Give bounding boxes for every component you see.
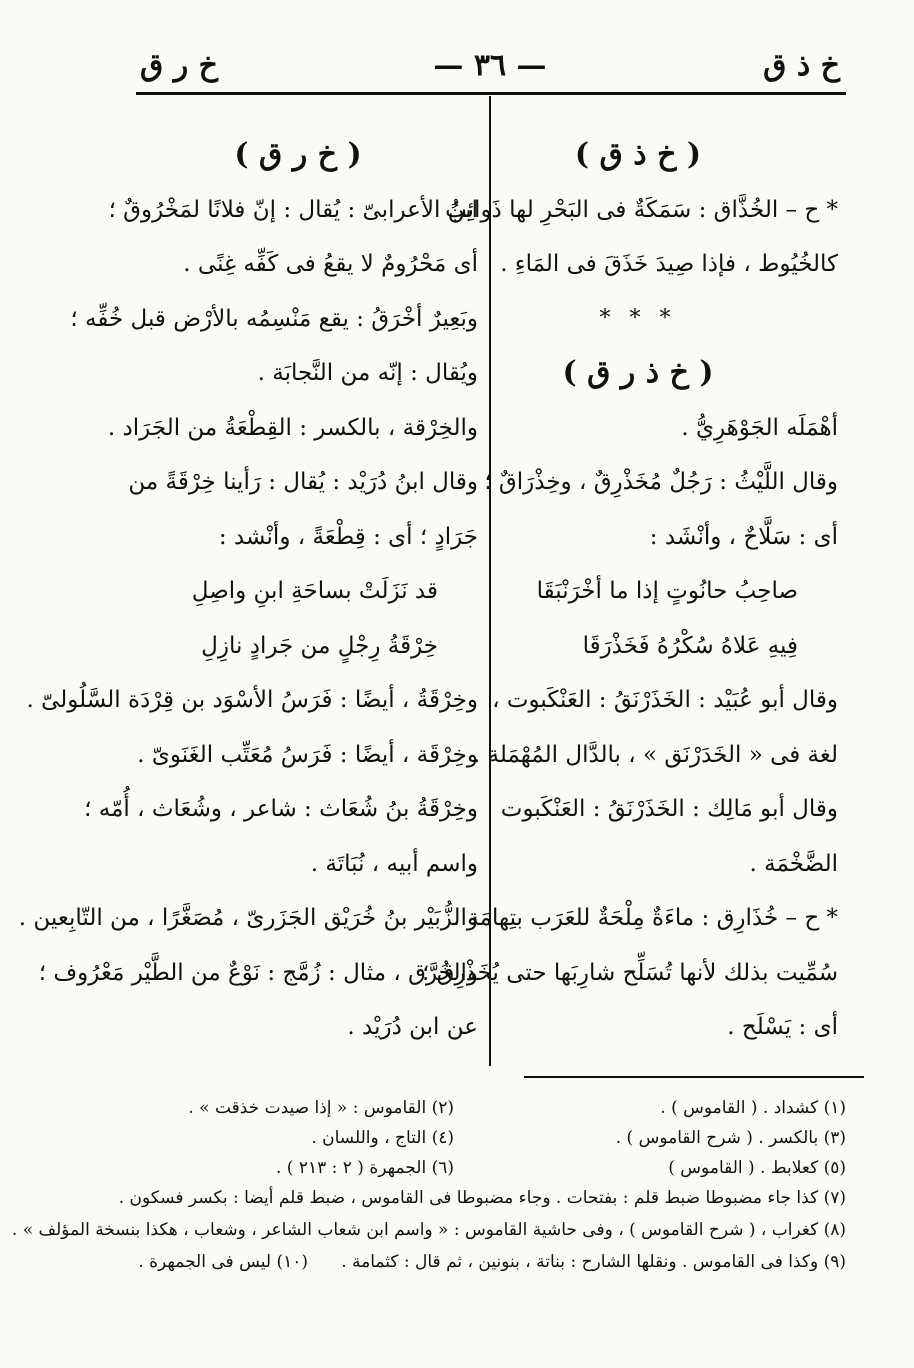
text-line: وقال أبو مَالِك : الخَذَرْنَقُ : العَنْكَبوت xyxy=(500,796,838,822)
text-line: كالخُيُوط ، فإذا صِيدَ خَذَقَ فى المَاءِ . xyxy=(500,251,838,277)
text-line: وقال ابنُ دُرَيْد : يُقال : رَأينا خِرْقَةً من xyxy=(128,469,478,495)
footnote-3: (٣) بالكسر . ( شرح القاموس ) . xyxy=(615,1128,846,1148)
text-line: الضَّخْمَة . xyxy=(749,850,838,877)
footnote-5: (٥) كعلابط . ( القاموس ) xyxy=(668,1158,846,1178)
text-line: أى : يَسْلَح . xyxy=(727,1014,838,1040)
verse-line: خِرْقَةُ رِجْلٍ من جَرادٍ نازِلِ xyxy=(201,632,438,659)
text-line: وخِرْقَةُ ، أيضًا : فَرَسُ الأسْوَد بن قِرْدَة السَّلُولىّ . xyxy=(26,687,478,713)
verse-line: فِيهِ عَلاهُ سُكْرُهُ فَخَذْرَقَا xyxy=(582,632,798,659)
right-column xyxy=(422,128,838,1055)
footnote-1: (١) كشداد . ( القاموس ) . xyxy=(660,1098,846,1118)
text-line: جَرَادٍ ؛ أى : قِطْعَةً ، وأنْشد : xyxy=(218,523,478,550)
footnote-6: (٦) الجمهرة ( ٢ : ٢١٣ ) . xyxy=(275,1158,454,1178)
header-root-right: خ ذ ق xyxy=(763,48,840,83)
text-line: سُمِّيت بذلك لأنها تُسَلِّح شارِبَها حتى يُخَذْرِق ؛ xyxy=(422,959,838,986)
entry-heading: ( خ ذ ر ق ) xyxy=(562,355,714,390)
text-line: وقال أبو عُبَيْد : الخَذَرْنَقُ : العَنْكَبوت ، xyxy=(492,687,838,713)
text-line: واسم أبيه ، نُبَاتَة . xyxy=(310,850,478,877)
text-line: عن ابن دُرَيْد . xyxy=(347,1014,478,1040)
text-line: أهْمَلَه الجَوْهَرِيُّ . xyxy=(681,414,838,441)
text-line: والخِرْقة ، بالكسر : القِطْعَةُ من الجَرَاد . xyxy=(107,414,478,441)
text-line: وبَعِيرٌ أخْرَقُ : يقع مَنْسِمُه بالأرْض قبل خُفِّه ؛ xyxy=(70,305,478,332)
footnote-2: (٢) القاموس : « إذا صيدت خذقت » . xyxy=(188,1098,454,1118)
footnote-8: (٨) كغراب ، ( شرح القاموس ) ، وفى حاشية القاموس : « واسم ابن شعاب الشاعر ، وشعاب ، هكذا بنسخة المؤلف » . xyxy=(11,1220,846,1240)
text-line: وخِرْقَة ، أيضًا : فَرَسُ مُعَتِّب الغَنَوىّ . xyxy=(137,741,478,768)
footnote-rule xyxy=(524,1076,864,1078)
text-line: أى : سَلَّاحٌ ، وأنْشَد : xyxy=(649,523,838,550)
text-line: ويُقال : إنّه من النَّجابَة . xyxy=(257,360,478,386)
text-line: وخِرْقَةُ بنُ شُعَاث : شاعر ، وشُعَاث ، أُمّه ؛ xyxy=(84,796,478,822)
verse-line: صاحِبُ حانُوتٍ إذا ما أخْرَنْبَقَا xyxy=(536,578,798,604)
page-header xyxy=(140,48,840,88)
entry-heading: ( خ ذ ق ) xyxy=(574,137,702,172)
footnote-4: (٤) التاج ، واللسان . xyxy=(311,1128,454,1148)
section-separator: * * * xyxy=(599,305,677,331)
footnote-10: (١٠) ليس فى الجمهرة . xyxy=(138,1252,308,1272)
header-rule xyxy=(136,92,846,95)
verse-line: قد نَزَلَتْ بساحَةِ ابنِ واصِلِ xyxy=(191,578,438,604)
text-line: والزُّبَيْر بنُ خُرَيْق الجَزَرىّ ، مُصَغَّرًا ، من التّابِعين . xyxy=(18,905,478,931)
text-line: وقال اللَّيْثُ : رَجُلٌ مُخَذْرِقٌ ، وخِذْرَاقٌ ؛ xyxy=(484,469,838,495)
header-root-left: خ ر ق xyxy=(140,48,219,83)
text-line: والخُرَّق ، مثال : زُمَّج : نَوْعٌ من الطَّيْر مَعْرُوف ؛ xyxy=(38,959,478,986)
page-number: — ٣٦ — xyxy=(433,48,547,83)
left-column xyxy=(18,128,478,1055)
text-line: * ح – الخُذَّاق : سَمَكَةٌ فى البَحْرِ لها ذَوائِبُ xyxy=(445,196,838,223)
text-line: أى مَحْرُومٌ لا يقعُ فى كَفِّه غِنًى . xyxy=(183,251,478,277)
text-line: لغة فى « الخَدَرْنَق » ، بالدَّال المُهْمَلة . xyxy=(472,741,838,768)
footnote-7: (٧) كذا جاء مضبوطا ضبط قلم : بفتحات . وجاء مضبوطا فى القاموس ، ضبط قلم أيضا : بكسر فسكون . xyxy=(118,1188,846,1208)
text-line: ابنُ الأعرابىّ : يُقال : إنّ فلانًا لمَخْرُوقٌ ؛ xyxy=(108,196,478,223)
entry-heading: ( خ ر ق ) xyxy=(234,137,362,172)
footnote-9: (٩) وكذا فى القاموس . ونقلها الشارح : بناتة ، بنونين ، ثم قال : كثمامة . xyxy=(341,1252,846,1272)
text-line: * ح – خُذَارِق : ماءَةٌ مِلْحَةٌ للعَرَب بتِهامَة ، xyxy=(452,905,838,931)
